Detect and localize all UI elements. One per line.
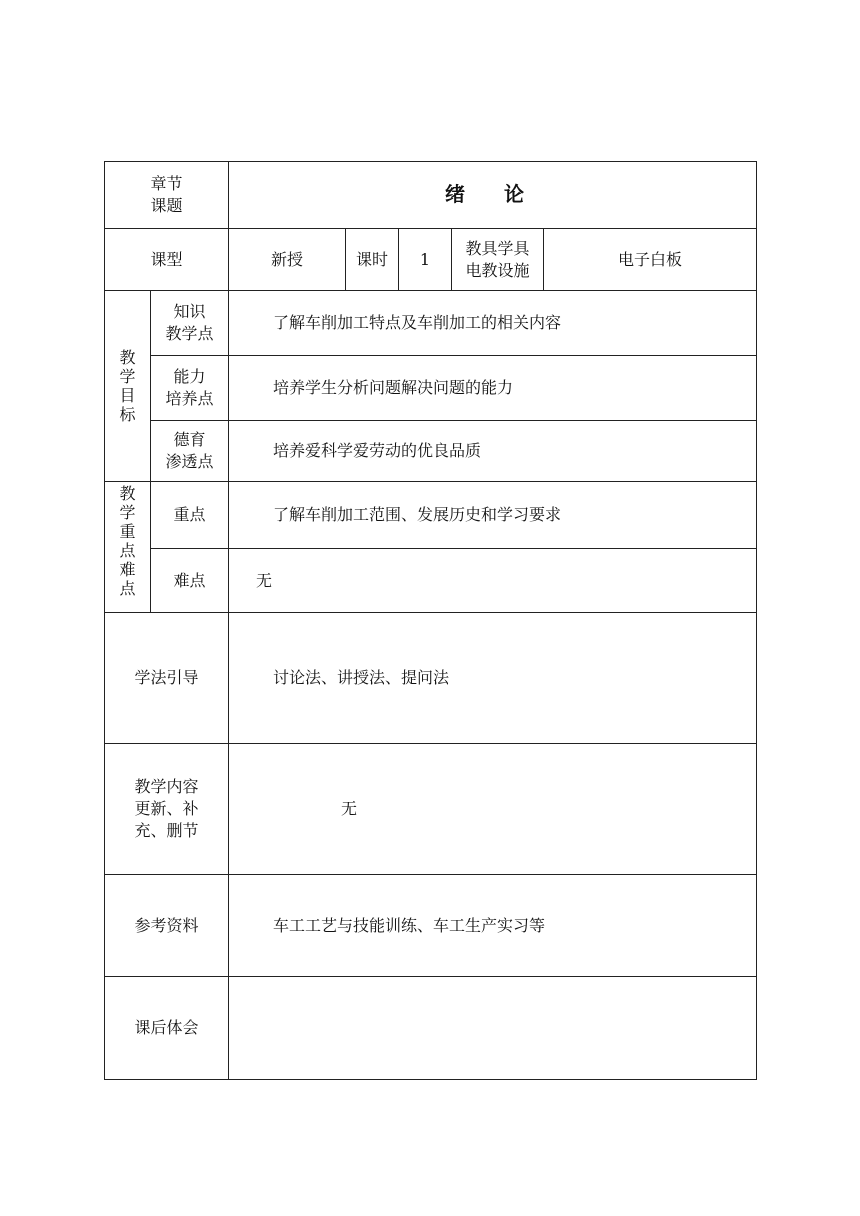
reflection-value: [229, 977, 757, 1080]
ability-label: 能力 培养点: [151, 356, 229, 421]
difficult-value: 无: [229, 549, 757, 613]
ability-value: 培养学生分析问题解决问题的能力: [229, 356, 757, 421]
equipment-value: 电子白板: [544, 229, 757, 291]
key-value: 了解车削加工范围、发展历史和学习要求: [229, 482, 757, 549]
reflection-row: [105, 977, 757, 1080]
objectives-label: 教 学 目 标: [105, 291, 151, 482]
knowledge-value: 了解车削加工特点及车削加工的相关内容: [229, 291, 757, 356]
reference-value: 车工工艺与技能训练、车工生产实习等: [229, 875, 757, 977]
update-label: 教学内容 更新、补 充、删节: [105, 744, 229, 875]
update-value: 无: [229, 744, 757, 875]
chapter-label: 章节 课题: [105, 162, 229, 229]
difficult-row: [105, 549, 757, 613]
lesson-plan-table: [104, 161, 757, 1080]
moral-row: [105, 421, 757, 482]
type-label: 课型: [105, 229, 229, 291]
lesson-title-cell: [229, 162, 757, 229]
method-row: [105, 613, 757, 744]
update-row: [105, 744, 757, 875]
reflection-label: 课后体会: [105, 977, 229, 1080]
reference-label: 参考资料: [105, 875, 229, 977]
method-value: 讨论法、讲授法、提问法: [229, 613, 757, 744]
chapter-row: [105, 162, 757, 229]
ability-row: [105, 356, 757, 421]
reference-row: [105, 875, 757, 977]
moral-label: 德育 渗透点: [151, 421, 229, 482]
key-points-label: 教 学 重 点 难 点: [105, 482, 151, 613]
type-row: [105, 229, 757, 291]
method-label: 学法引导: [105, 613, 229, 744]
knowledge-row: [105, 291, 757, 356]
hours-value: 1: [399, 229, 452, 291]
key-label: 重点: [151, 482, 229, 549]
type-value: 新授: [229, 229, 346, 291]
difficult-label: 难点: [151, 549, 229, 613]
equipment-label: 教具学具 电教设施: [452, 229, 544, 291]
hours-label: 课时: [346, 229, 399, 291]
key-row: [105, 482, 757, 549]
moral-value: 培养爱科学爱劳动的优良品质: [229, 421, 757, 482]
knowledge-label: 知识 教学点: [151, 291, 229, 356]
lesson-title: 绪 论: [445, 182, 541, 206]
